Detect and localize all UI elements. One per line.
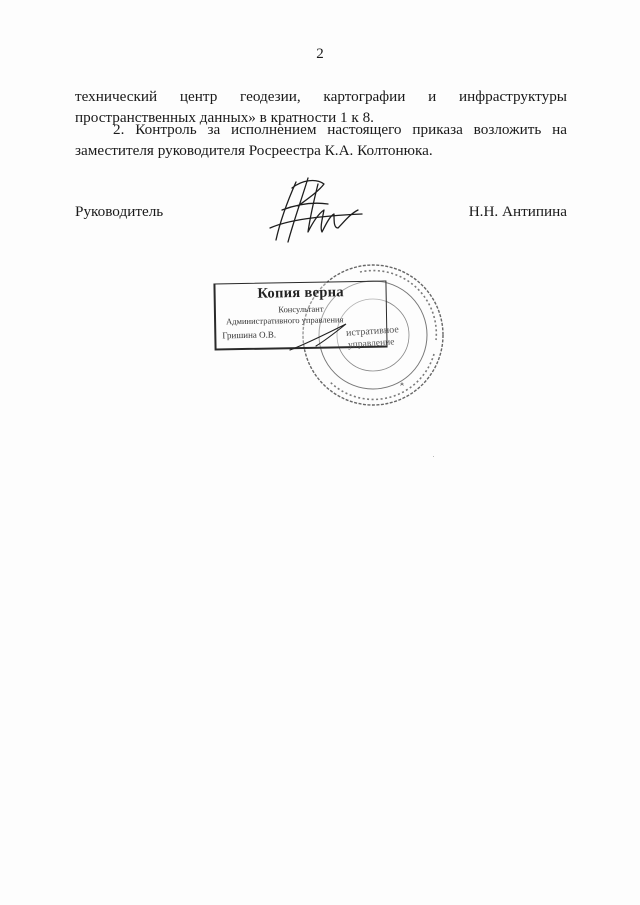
page-number: 2 bbox=[316, 46, 324, 62]
seal-text-fragment: управление bbox=[347, 337, 395, 351]
handwritten-signature bbox=[258, 170, 368, 250]
signatory-name: Н.Н. Антипина bbox=[468, 203, 567, 220]
paragraph-2 bbox=[75, 119, 567, 161]
signatory-title: Руководитель bbox=[75, 203, 164, 220]
paragraph-1-line-1: технический центр геодезии, картографии и инфраструктуры bbox=[75, 88, 567, 105]
paragraph-2-line-1: 2. Контроль за исполнением настоящего приказа возложить на bbox=[113, 121, 567, 138]
stamp-position: Консультант bbox=[278, 303, 324, 315]
stamp-title: Копия верна bbox=[257, 284, 344, 302]
stamp-department: Административного управления bbox=[226, 314, 344, 327]
seal-text-fragment: истративное bbox=[345, 324, 400, 339]
scan-speck bbox=[433, 456, 434, 457]
paragraph-2-line-2: заместителя руководителя Росреестра К.А. Колтонюка. bbox=[75, 142, 433, 159]
paragraph-1-line-2: пространственных данных» в кратности 1 к 8. bbox=[75, 109, 374, 126]
stamp-person: Гришина О.В. bbox=[222, 329, 277, 341]
